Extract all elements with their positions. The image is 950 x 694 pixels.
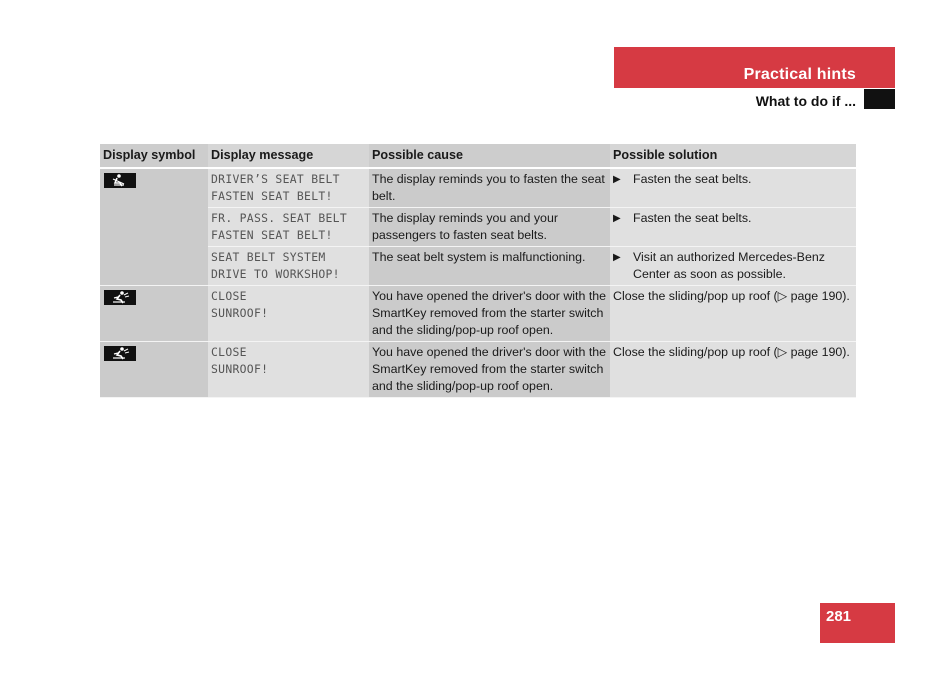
solution-cell: Close the sliding/pop up roof (▷ page 190). xyxy=(610,286,856,342)
solution-cell: ▶ Fasten the seat belts. xyxy=(610,208,856,247)
cause-cell: You have opened the driver's door with the SmartKey removed from the starter switch and the sliding/pop-up roof open. xyxy=(369,286,610,342)
column-header-message: Display message xyxy=(208,144,369,168)
page-number: 281 xyxy=(826,608,852,625)
cause-cell: The display reminds you to fasten the seat belt. xyxy=(369,168,610,208)
bullet-arrow-icon: ▶ xyxy=(613,174,621,185)
symbol-cell xyxy=(100,286,208,342)
message-cell: CLOSE SUNROOF! xyxy=(208,286,369,342)
table-row xyxy=(100,208,856,247)
sunroof-warning-icon xyxy=(104,290,136,305)
solution-cell: ▶ Visit an authorized Mercedes-Benz Center as soon as possible. xyxy=(610,247,856,286)
page-number-tab xyxy=(820,603,895,643)
column-header-solution: Possible solution xyxy=(610,144,856,168)
table-row xyxy=(100,168,856,208)
subsection-marker xyxy=(864,89,895,109)
column-header-cause: Possible cause xyxy=(369,144,610,168)
table-header-row xyxy=(100,144,856,168)
message-cell: FR. PASS. SEAT BELT FASTEN SEAT BELT! xyxy=(208,208,369,247)
bullet-arrow-icon: ▶ xyxy=(613,252,621,263)
subsection-title: What to do if ... xyxy=(755,93,856,109)
display-messages-table xyxy=(100,144,856,398)
bullet-arrow-icon: ▶ xyxy=(613,213,621,224)
section-title: Practical hints xyxy=(743,66,856,83)
column-header-symbol: Display symbol xyxy=(100,144,208,168)
message-cell: CLOSE SUNROOF! xyxy=(208,342,369,398)
message-cell: SEAT BELT SYSTEM DRIVE TO WORKSHOP! xyxy=(208,247,369,286)
symbol-cell xyxy=(100,168,208,286)
cause-cell: The seat belt system is malfunctioning. xyxy=(369,247,610,286)
solution-cell: ▶ Fasten the seat belts. xyxy=(610,168,856,208)
solution-cell: Close the sliding/pop up roof (▷ page 190). xyxy=(610,342,856,398)
section-header-tab xyxy=(614,47,895,88)
sunroof-warning-icon xyxy=(104,346,136,361)
table-row xyxy=(100,342,856,398)
seat-belt-icon xyxy=(104,173,136,188)
table-row xyxy=(100,286,856,342)
cause-cell: You have opened the driver's door with the SmartKey removed from the starter switch and the sliding/pop-up roof open. xyxy=(369,342,610,398)
message-cell: DRIVER’S SEAT BELT FASTEN SEAT BELT! xyxy=(208,168,369,208)
symbol-cell xyxy=(100,342,208,398)
cause-cell: The display reminds you and your passengers to fasten seat belts. xyxy=(369,208,610,247)
table-row xyxy=(100,247,856,286)
